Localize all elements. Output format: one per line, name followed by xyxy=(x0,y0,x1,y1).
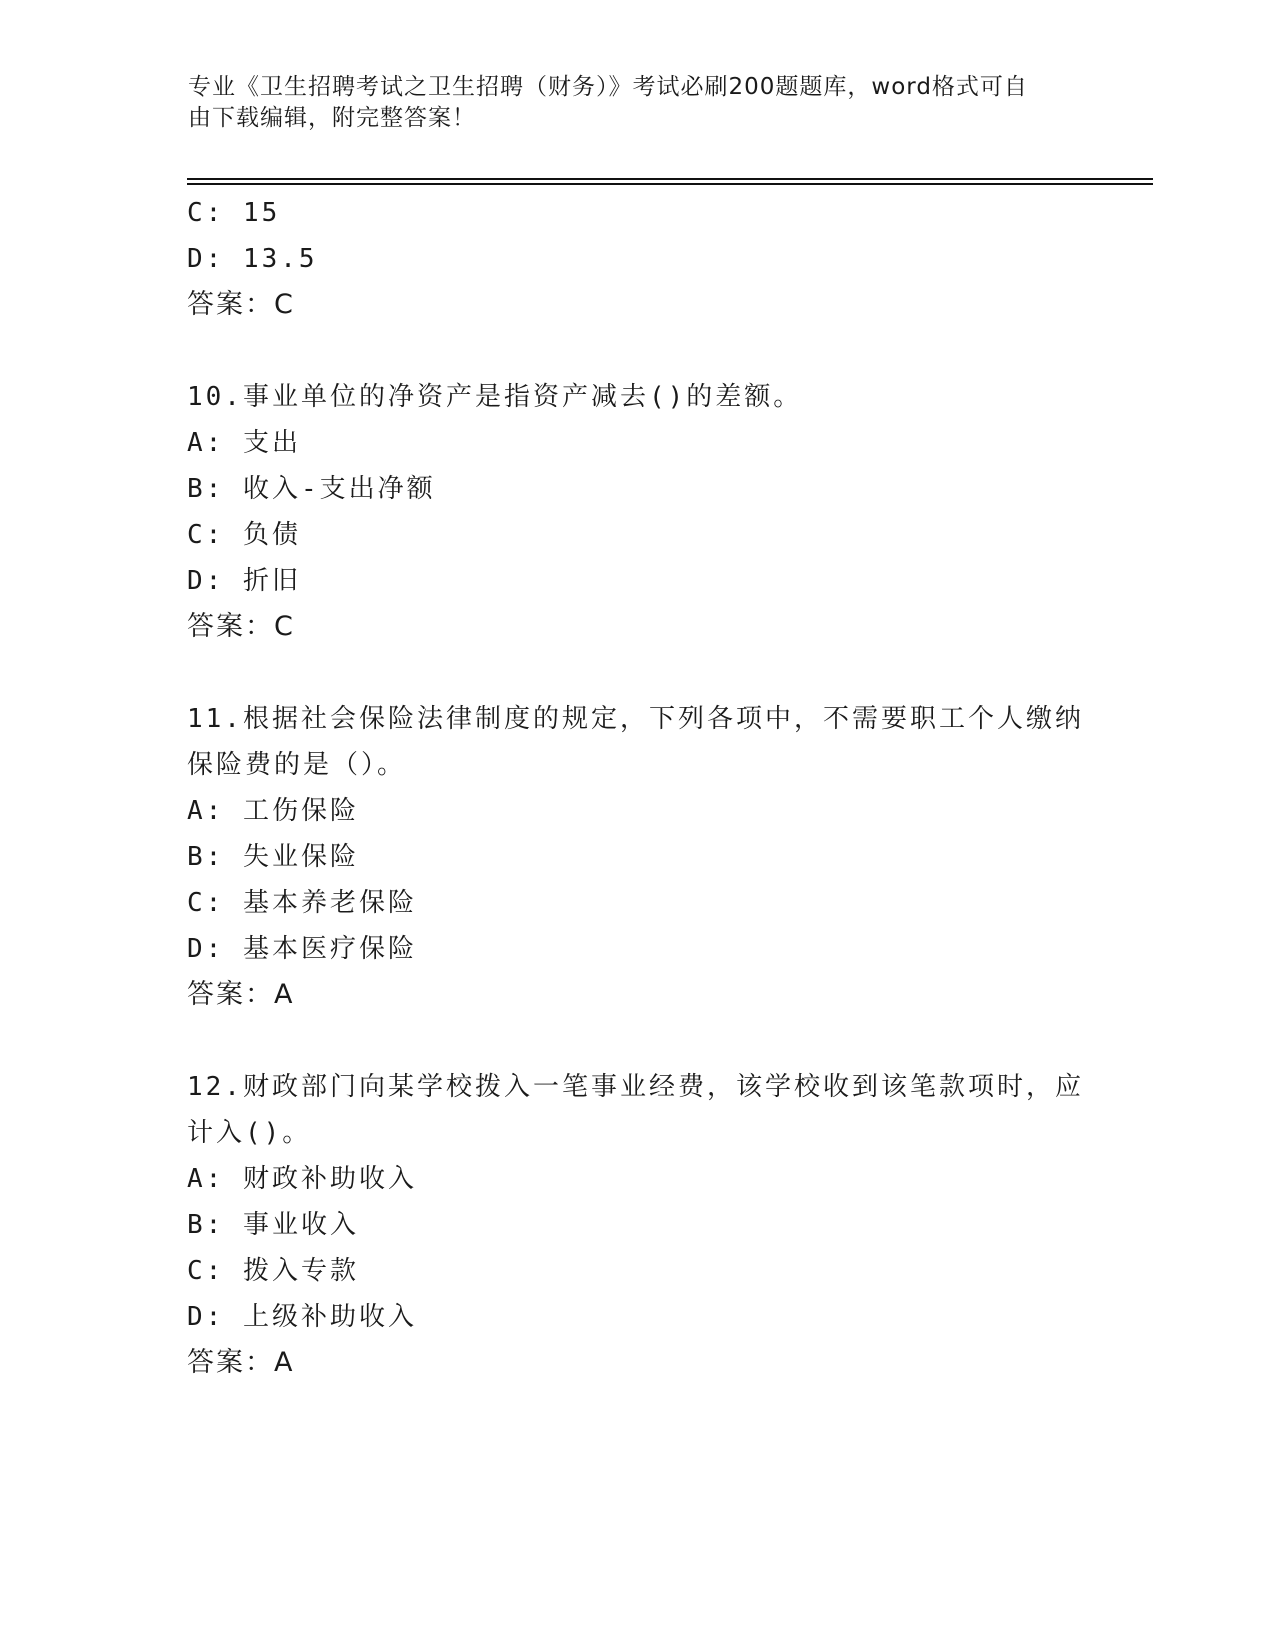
option-d: D: 基本医疗保险 xyxy=(187,934,417,964)
option-c: C: 基本养老保险 xyxy=(187,888,417,918)
header-line-2: 由下载编辑，附完整答案！ xyxy=(188,105,476,131)
question-stem-line-1: 12.财政部门向某学校拨入一笔事业经费，该学校收到该笔款项时，应 xyxy=(187,1072,1084,1102)
header-line-1: 专业《卫生招聘考试之卫生招聘（财务）》考试必刷200题题库，word格式可自 xyxy=(188,74,1028,100)
answer: 答案：C xyxy=(187,289,295,320)
answer: 答案：A xyxy=(187,979,295,1010)
option-d: D: 折旧 xyxy=(187,566,301,596)
question-11 xyxy=(187,696,1087,1018)
option-d: D: 上级补助收入 xyxy=(187,1302,417,1332)
option-c: C: 负债 xyxy=(187,520,301,550)
question-stem: 10.事业单位的净资产是指资产减去()的差额。 xyxy=(187,382,803,412)
answer: 答案：C xyxy=(187,611,295,642)
option-b: B: 收入-支出净额 xyxy=(187,474,436,504)
document-body xyxy=(187,190,1087,1386)
question-stem-line-1: 11.根据社会保险法律制度的规定，下列各项中，不需要职工个人缴纳 xyxy=(187,704,1084,734)
question-12 xyxy=(187,1064,1087,1386)
answer: 答案：A xyxy=(187,1347,295,1378)
option-a: A: 支出 xyxy=(187,428,301,458)
option-a: A: 工伤保险 xyxy=(187,796,359,826)
header-rule-bottom xyxy=(187,183,1153,185)
option-a: A: 财政补助收入 xyxy=(187,1164,417,1194)
option-c: C: 拨入专款 xyxy=(187,1256,359,1286)
question-9-tail xyxy=(187,190,1087,328)
question-stem-line-2: 保险费的是（）。 xyxy=(187,750,407,780)
option-c: C: 15 xyxy=(187,198,281,228)
option-b: B: 失业保险 xyxy=(187,842,359,872)
question-10 xyxy=(187,374,1087,650)
header-rule-top xyxy=(187,178,1153,180)
option-b: B: 事业收入 xyxy=(187,1210,359,1240)
question-stem-line-2: 计入()。 xyxy=(187,1118,312,1148)
document-header xyxy=(188,72,1068,134)
option-d: D: 13.5 xyxy=(187,244,318,274)
